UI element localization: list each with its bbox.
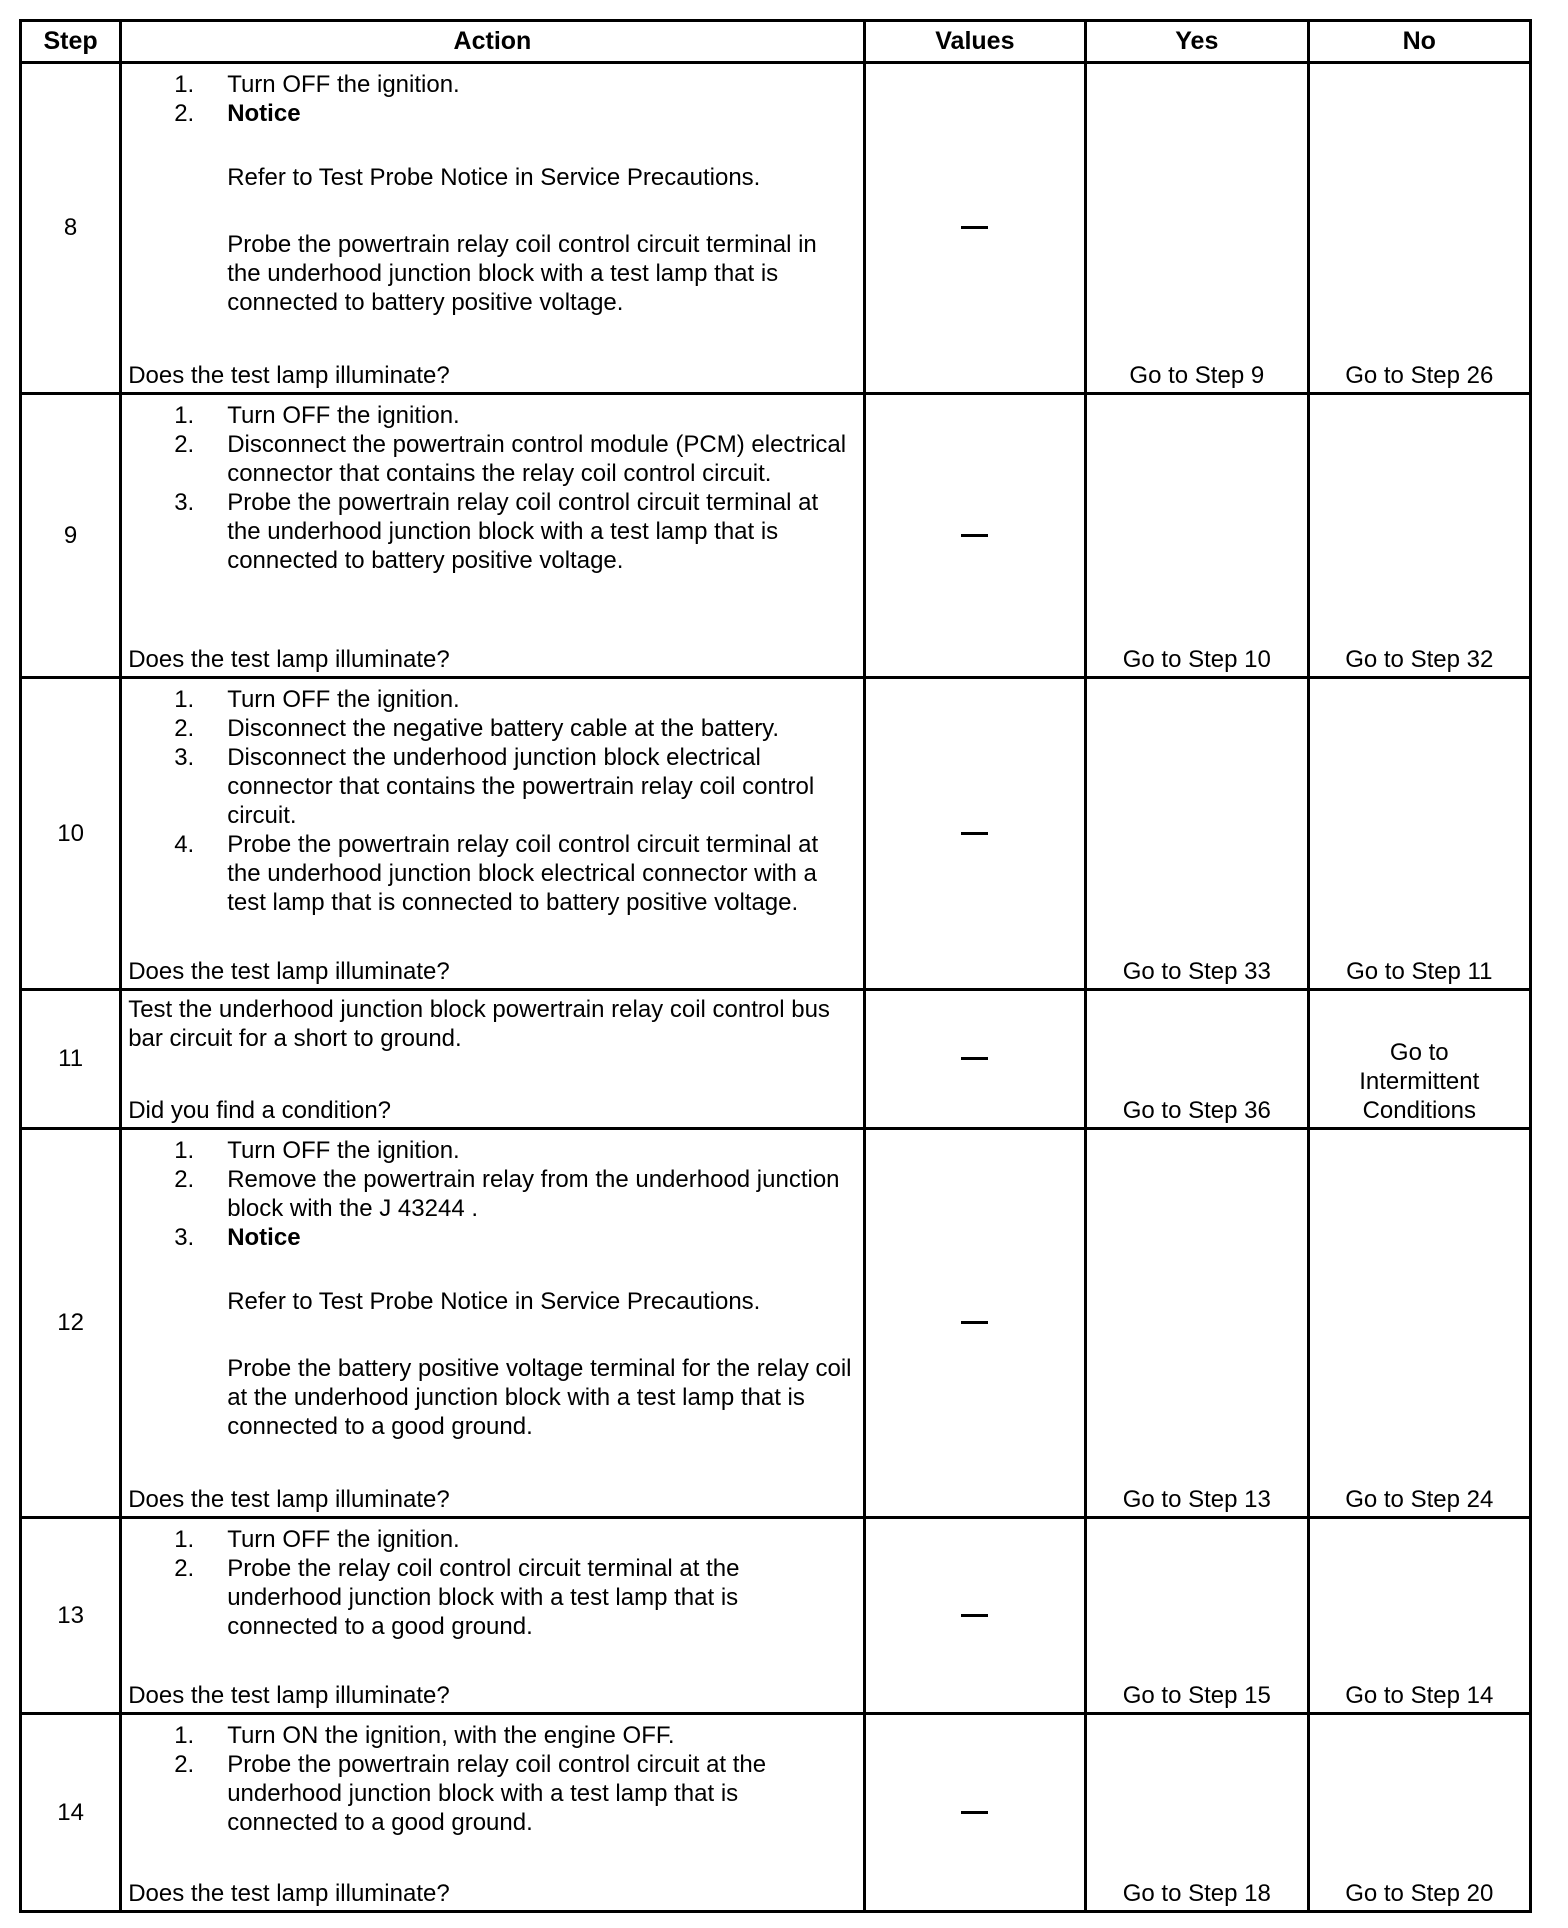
list-item-text: Probe the powertrain relay coil control circuit at the underhood junction block with a test lamp that is connected to a good ground. (227, 1751, 767, 1836)
yes-result: Go to Step 36 (1086, 990, 1308, 1129)
list-item-number: 2. (174, 1166, 195, 1193)
table-row (21, 990, 1531, 1129)
step-number: 14 (21, 1714, 121, 1912)
list-item (122, 401, 862, 430)
dash-icon (961, 832, 988, 835)
header-no: No (1308, 21, 1530, 63)
header-action: Action (121, 21, 864, 63)
no-result-text: Go to Step 32 (1345, 646, 1494, 673)
step-number: 9 (21, 394, 121, 678)
list-item (122, 685, 862, 714)
list-item-text: Turn ON the ignition, with the engine OFF. (227, 1722, 675, 1749)
list-item (122, 430, 862, 488)
action-steps-list (122, 1715, 862, 1837)
action-cell (121, 63, 864, 394)
list-item (122, 714, 862, 743)
list-item-number: 1. (174, 1526, 195, 1553)
no-result (1308, 990, 1530, 1129)
list-item-text: Probe the powertrain relay coil control circuit terminal at the underhood junction block with a test lamp that is connected to battery positive voltage. (227, 489, 819, 574)
step-number: 11 (21, 990, 121, 1129)
dash-icon (961, 1321, 988, 1324)
values-cell (864, 1714, 1085, 1912)
list-item-number: 1. (174, 1722, 195, 1749)
action-steps-list (122, 1130, 862, 1441)
values-cell (864, 990, 1085, 1129)
list-item-number: 2. (174, 715, 195, 742)
no-result-text: Go to Step 24 (1345, 1486, 1494, 1513)
yes-result: Go to Step 33 (1086, 678, 1308, 990)
notice-instruction: Probe the battery positive voltage terminal for the relay coil at the underhood junction block with a test lamp that is connected to a good ground. (227, 1355, 852, 1440)
list-item-number: 1. (174, 71, 195, 98)
header-yes: Yes (1086, 21, 1308, 63)
table-row (21, 678, 1531, 990)
list-item-text: Turn OFF the ignition. (227, 402, 460, 429)
list-item (122, 70, 862, 99)
dash-icon (961, 534, 988, 537)
list-item-number: 1. (174, 686, 195, 713)
no-result-text: Go to Intermittent Conditions (1359, 1039, 1480, 1124)
list-item-number: 2. (174, 1555, 195, 1582)
list-item (122, 830, 862, 917)
notice-reference: Refer to Test Probe Notice in Service Precautions. (227, 1288, 761, 1315)
action-steps-list (122, 395, 862, 575)
values-cell (864, 1518, 1085, 1714)
list-item-text: Turn OFF the ignition. (227, 1137, 460, 1164)
list-item (122, 488, 862, 575)
yes-result: Go to Step 9 (1086, 63, 1308, 394)
list-item-text: Turn OFF the ignition. (227, 686, 460, 713)
table-row (21, 1518, 1531, 1714)
notice-reference: Refer to Test Probe Notice in Service Precautions. (227, 164, 761, 191)
dash-icon (961, 226, 988, 229)
list-item (122, 1750, 862, 1837)
action-question: Does the test lamp illuminate? (128, 646, 450, 673)
list-item-text: Turn OFF the ignition. (227, 71, 460, 98)
values-cell (864, 678, 1085, 990)
yes-result: Go to Step 18 (1086, 1714, 1308, 1912)
list-item (122, 1525, 862, 1554)
action-steps-list (122, 679, 862, 917)
action-text: Test the underhood junction block powertrain relay coil control bus bar circuit for a short to ground. (128, 996, 830, 1052)
values-cell (864, 1129, 1085, 1518)
list-item-number: 4. (174, 831, 195, 858)
action-cell (121, 394, 864, 678)
no-result-text: Go to Step 14 (1345, 1682, 1494, 1709)
step-number: 8 (21, 63, 121, 394)
list-item-number: 3. (174, 1224, 195, 1251)
action-cell (121, 1129, 864, 1518)
list-item (122, 99, 862, 317)
no-result (1308, 1714, 1530, 1912)
dash-icon (961, 1614, 988, 1617)
no-result (1308, 394, 1530, 678)
list-item-text: Disconnect the powertrain control module (PCM) electrical connector that contains the relay coil control circuit. (227, 431, 847, 487)
header-values: Values (864, 21, 1085, 63)
action-question: Does the test lamp illuminate? (128, 1880, 450, 1907)
action-cell (121, 678, 864, 990)
action-steps-list (122, 1519, 862, 1641)
list-item-number: 2. (174, 431, 195, 458)
list-item-text: Disconnect the underhood junction block electrical connector that contains the powertrain relay coil control circuit. (227, 744, 815, 829)
list-item (122, 743, 862, 830)
header-step: Step (21, 21, 121, 63)
list-item (122, 1136, 862, 1165)
values-cell (864, 394, 1085, 678)
notice-label: Notice (227, 100, 301, 127)
action-steps-list (122, 64, 862, 317)
yes-result: Go to Step 13 (1086, 1129, 1308, 1518)
step-number: 10 (21, 678, 121, 990)
list-item-text: Remove the powertrain relay from the underhood junction block with the J 43244 . (227, 1166, 840, 1222)
yes-result: Go to Step 10 (1086, 394, 1308, 678)
dash-icon (961, 1811, 988, 1814)
step-number: 12 (21, 1129, 121, 1518)
action-cell (121, 1518, 864, 1714)
table-row (21, 394, 1531, 678)
list-item-number: 2. (174, 1751, 195, 1778)
action-cell (121, 990, 864, 1129)
list-item-text: Disconnect the negative battery cable at the battery. (227, 715, 780, 742)
no-result (1308, 678, 1530, 990)
list-item (122, 1223, 862, 1441)
list-item-number: 2. (174, 100, 195, 127)
diagnostic-table (19, 19, 1532, 1913)
action-question: Did you find a condition? (128, 1097, 392, 1124)
yes-result: Go to Step 15 (1086, 1518, 1308, 1714)
list-item-number: 1. (174, 402, 195, 429)
values-cell (864, 63, 1085, 394)
action-question: Does the test lamp illuminate? (128, 1486, 450, 1513)
list-item-text: Probe the powertrain relay coil control circuit terminal at the underhood junction block electrical connector with a test lamp that is connected to battery positive voltage. (227, 831, 819, 916)
no-result-text: Go to Step 20 (1345, 1880, 1494, 1907)
no-result (1308, 1129, 1530, 1518)
table-row (21, 1129, 1531, 1518)
no-result-text: Go to Step 26 (1345, 362, 1494, 389)
list-item (122, 1721, 862, 1750)
header-row (21, 21, 1531, 63)
table-row (21, 63, 1531, 394)
no-result-text: Go to Step 11 (1346, 958, 1493, 985)
step-number: 13 (21, 1518, 121, 1714)
action-question: Does the test lamp illuminate? (128, 958, 450, 985)
list-item (122, 1165, 862, 1223)
notice-label: Notice (227, 1224, 301, 1251)
list-item-number: 1. (174, 1137, 195, 1164)
action-cell (121, 1714, 864, 1912)
list-item-text: Probe the relay coil control circuit terminal at the underhood junction block with a test lamp that is connected to a good ground. (227, 1555, 740, 1640)
list-item-number: 3. (174, 744, 195, 771)
no-result (1308, 63, 1530, 394)
table-row (21, 1714, 1531, 1912)
list-item-number: 3. (174, 489, 195, 516)
action-question: Does the test lamp illuminate? (128, 1682, 450, 1709)
list-item-text: Turn OFF the ignition. (227, 1526, 460, 1553)
dash-icon (961, 1057, 988, 1060)
list-item (122, 1554, 862, 1641)
notice-instruction: Probe the powertrain relay coil control circuit terminal in the underhood junction block with a test lamp that is connected to battery positive voltage. (227, 231, 817, 316)
action-question: Does the test lamp illuminate? (128, 362, 450, 389)
no-result (1308, 1518, 1530, 1714)
